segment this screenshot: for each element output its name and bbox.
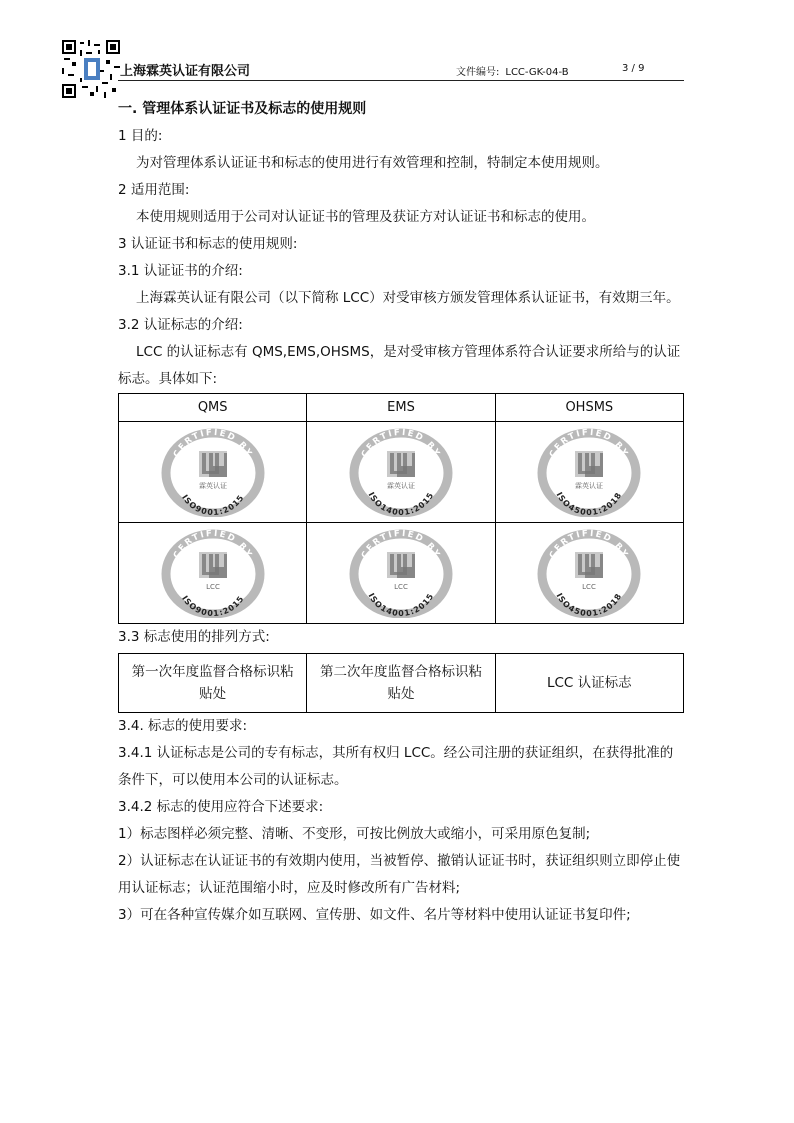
scope-heading: 2 适用范围: bbox=[118, 182, 190, 198]
mark-cell bbox=[495, 422, 683, 523]
certification-mark-icon bbox=[341, 528, 461, 618]
requirement-2: 2）认证标志在认证证书的有效期内使用，当被暂停、撤销认证证书时，获证组织则立即停止使用认证标志；认证范围缩小时，应及时修改所有广告材料; bbox=[118, 853, 681, 896]
certification-mark-icon bbox=[341, 427, 461, 517]
badge-standard: ISO14001:2015 bbox=[366, 591, 436, 618]
column-header-ohsms: OHSMS bbox=[495, 394, 683, 422]
qr-code-icon bbox=[62, 40, 120, 98]
badge-top-text: CERTIFIED BY bbox=[548, 427, 631, 460]
section-title: 一. 管理体系认证证书及标志的使用规则 bbox=[118, 101, 367, 117]
lcc-mark-slot: LCC 认证标志 bbox=[495, 654, 683, 713]
badge-subtext: 霖英认证 bbox=[198, 482, 227, 490]
mark-intro-heading: 3.2 认证标志的介绍: bbox=[118, 317, 243, 333]
certification-mark-icon bbox=[529, 528, 649, 618]
svg-text:ISO14001:2015 bbox=[366, 491, 435, 517]
badge-standard: ISO45001:2018 bbox=[554, 591, 624, 618]
badge-subtext: LCC bbox=[205, 583, 220, 591]
badge-subtext: LCC bbox=[582, 583, 597, 591]
badge-top-text: CERTIFIED BY bbox=[171, 427, 254, 460]
scope-text: 本使用规则适用于公司对认证证书的管理及获证方对认证证书和标志的使用。 bbox=[136, 209, 595, 225]
certification-mark-table bbox=[118, 393, 684, 624]
svg-text:ISO45001:2018 bbox=[555, 491, 624, 517]
badge-standard: ISO9001:2015 bbox=[179, 594, 246, 618]
badge-top-text: CERTIFIED BY bbox=[359, 528, 443, 561]
svg-text:ISO45001:2018 bbox=[555, 592, 624, 618]
file-number bbox=[456, 63, 569, 78]
mark-cell bbox=[119, 422, 307, 523]
first-surveillance-slot: 第一次年度监督合格标识粘贴处 bbox=[119, 654, 307, 713]
mark-intro-text: LCC 的认证标志有 QMS,EMS,OHSMS，是对受审核方管理体系符合认证要求所给与的认证标志。具体如下: bbox=[118, 344, 681, 387]
svg-text:ISO14001:2015 bbox=[366, 592, 435, 618]
requirement-3: 3）可在各种宣传媒介如互联网、宣传册、如文件、名片等材料中使用认证证书复印件; bbox=[118, 907, 631, 923]
requirement-1: 1）标志图样必须完整、清晰、不变形，可按比例放大或缩小，可采用原色复制; bbox=[118, 826, 591, 842]
rules-heading: 3 认证证书和标志的使用规则: bbox=[118, 236, 298, 252]
column-header-qms: QMS bbox=[119, 394, 307, 422]
badge-top-text: CERTIFIED BY bbox=[548, 528, 631, 561]
mark-cell bbox=[495, 523, 683, 624]
arrangement-heading: 3.3 标志使用的排列方式: bbox=[118, 629, 270, 645]
badge-standard: ISO45001:2018 bbox=[554, 490, 624, 517]
mark-cell bbox=[307, 422, 495, 523]
badge-top-text: CERTIFIED BY bbox=[359, 427, 443, 460]
document-body bbox=[118, 96, 684, 929]
arrangement-table bbox=[118, 653, 684, 713]
badge-subtext: 霖英认证 bbox=[575, 482, 604, 490]
page-number: 3 / 9 bbox=[622, 63, 645, 74]
mark-row-lcc bbox=[119, 523, 684, 624]
column-header-ems: EMS bbox=[307, 394, 495, 422]
second-surveillance-slot: 第二次年度监督合格标识粘贴处 bbox=[307, 654, 495, 713]
file-number-value: LCC-GK-04-B bbox=[505, 67, 569, 78]
svg-text:ISO9001:2015 bbox=[180, 493, 246, 517]
mark-row-chinese bbox=[119, 422, 684, 523]
page-header bbox=[60, 38, 720, 100]
badge-standard: ISO9001:2015 bbox=[179, 493, 246, 517]
mark-cell bbox=[119, 523, 307, 624]
header-divider bbox=[118, 80, 684, 81]
certificate-intro-text: 上海霖英认证有限公司（以下简称 LCC）对受审核方颁发管理体系认证证书，有效期三年。 bbox=[136, 290, 680, 306]
company-name: 上海霖英认证有限公司 bbox=[120, 64, 251, 79]
certification-mark-icon bbox=[529, 427, 649, 517]
purpose-text: 为对管理体系认证证书和标志的使用进行有效管理和控制，特制定本使用规则。 bbox=[136, 155, 609, 171]
certificate-intro-heading: 3.1 认证证书的介绍: bbox=[118, 263, 243, 279]
badge-subtext: LCC bbox=[394, 583, 408, 591]
svg-text:ISO9001:2015 bbox=[180, 594, 246, 618]
usage-requirements-heading: 3.4. 标志的使用要求: bbox=[118, 718, 248, 734]
purpose-heading: 1 目的: bbox=[118, 128, 163, 144]
badge-standard: ISO14001:2015 bbox=[366, 490, 436, 517]
certification-mark-icon bbox=[153, 427, 273, 517]
requirements-heading: 3.4.2 标志的使用应符合下述要求: bbox=[118, 799, 324, 815]
badge-top-text: CERTIFIED BY bbox=[171, 528, 254, 561]
file-number-label: 文件编号: bbox=[456, 67, 500, 78]
certification-mark-icon bbox=[153, 528, 273, 618]
ownership-paragraph: 3.4.1 认证标志是公司的专有标志，其所有权归 LCC。经公司注册的获证组织，在获得批准的条件下，可以使用本公司的认证标志。 bbox=[118, 745, 674, 788]
mark-cell bbox=[307, 523, 495, 624]
badge-subtext: 霖英认证 bbox=[386, 482, 415, 490]
